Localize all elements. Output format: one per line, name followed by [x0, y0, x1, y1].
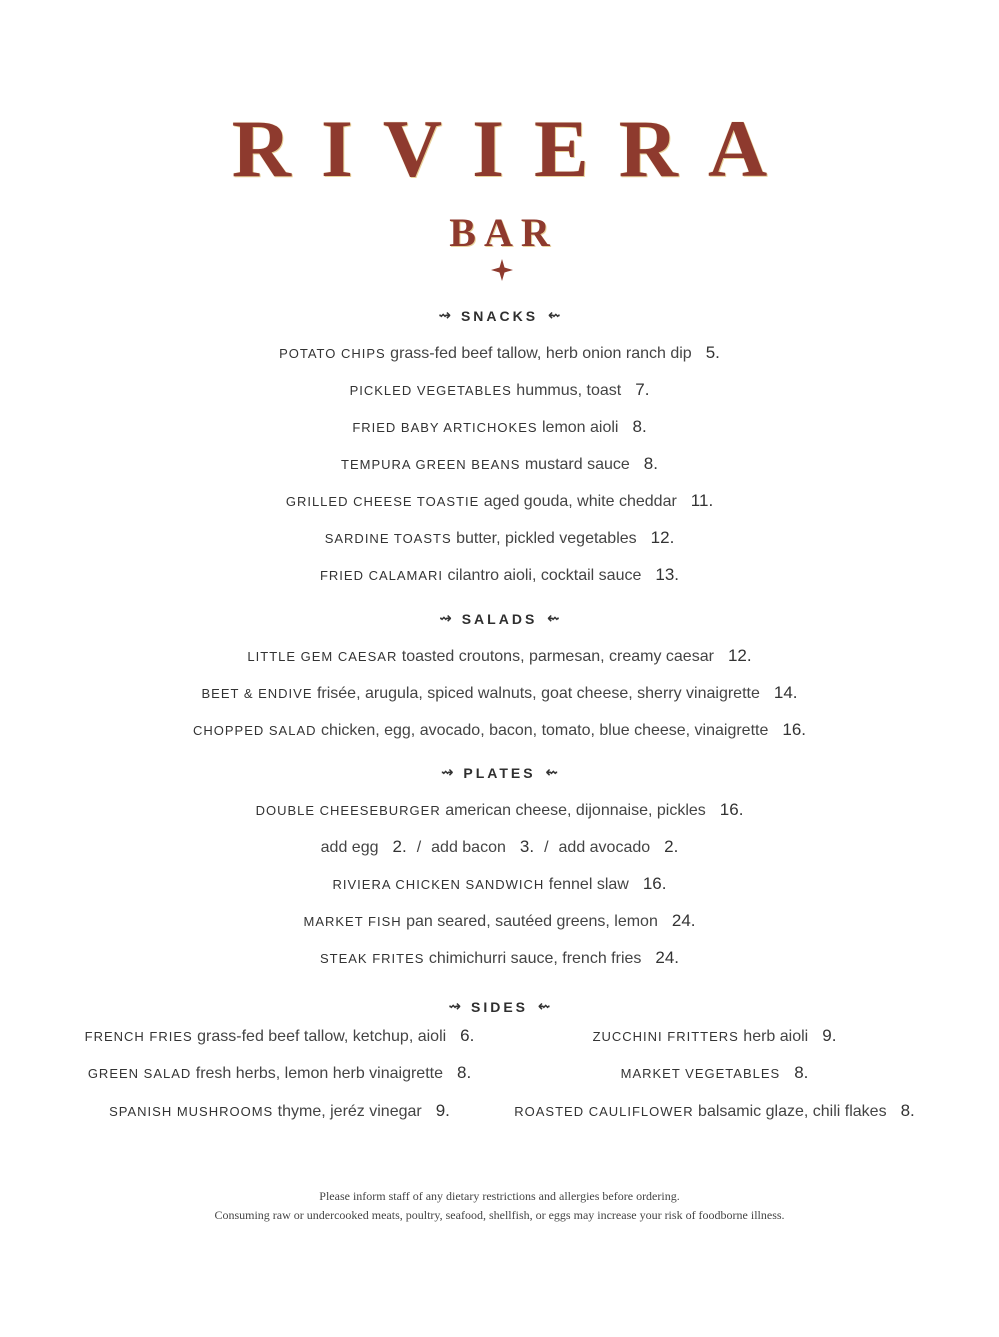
addon-price: 3.: [519, 837, 535, 856]
menu-item: [0, 681, 999, 706]
item-description: balsamic glaze, chili flakes: [698, 1103, 887, 1120]
menu-item: [0, 489, 999, 514]
menu-item: [0, 563, 999, 588]
addon-separator: /: [416, 839, 422, 856]
item-name: ZUCCHINI FRITTERS: [592, 1029, 739, 1044]
item-description: chimichurri sauce, french fries: [428, 950, 642, 967]
arrow-left-icon: ⇜: [545, 764, 559, 781]
item-name: GRILLED CHEESE TOASTIE: [285, 494, 480, 509]
item-name: DOUBLE CHEESEBURGER: [255, 803, 441, 818]
item-name: ROASTED CAULIFLOWER: [514, 1104, 694, 1119]
menu-item: [0, 798, 999, 823]
addon-label: add egg: [320, 839, 379, 856]
item-name: BEET & ENDIVE: [201, 686, 313, 701]
item-price: 9.: [822, 1026, 837, 1045]
footer-allergy-notice: Please inform staff of any dietary restrictions and allergies before ordering.: [319, 1189, 680, 1203]
item-price: 24.: [671, 911, 696, 930]
item-price: 11.: [690, 491, 714, 510]
item-description: pan seared, sautéed greens, lemon: [406, 913, 658, 930]
item-name: SARDINE TOASTS: [324, 531, 452, 546]
side-item: [465, 1061, 964, 1086]
addon-price: 2.: [664, 837, 679, 856]
four-point-star-icon: [490, 258, 514, 282]
side-item: [30, 1061, 529, 1086]
addon-price: 2.: [392, 837, 407, 856]
item-description: grass-fed beef tallow, ketchup, aioli: [197, 1028, 447, 1045]
item-name: MARKET FISH: [303, 914, 402, 929]
menu-item: [0, 378, 999, 403]
menu-item: [0, 415, 999, 440]
item-name: GREEN SALAD: [87, 1066, 192, 1081]
menu-item: [0, 644, 999, 669]
item-price: 5.: [705, 343, 720, 362]
item-description: lemon aioli: [542, 419, 619, 436]
item-name: LITTLE GEM CAESAR: [247, 649, 398, 664]
item-price: 8.: [457, 1063, 472, 1082]
item-name: TEMPURA GREEN BEANS: [341, 457, 521, 472]
arrow-left-icon: ⇜: [547, 610, 560, 627]
section-heading-salads: ⇝ SALADS ⇜: [439, 610, 560, 627]
item-description: aged gouda, white cheddar: [483, 493, 677, 510]
item-description: fresh herbs, lemon herb vinaigrette: [195, 1065, 443, 1082]
item-price: 9.: [435, 1101, 450, 1120]
menu-item: [0, 341, 999, 366]
item-name: STEAK FRITES: [319, 951, 425, 966]
side-item: [30, 1024, 529, 1049]
item-description: thyme, jeréz vinegar: [277, 1103, 422, 1120]
item-description: chicken, egg, avocado, bacon, tomato, blue cheese, vinaigrette: [320, 722, 769, 739]
item-price: 16.: [719, 800, 744, 819]
item-description: cilantro aioli, cocktail sauce: [447, 567, 642, 584]
side-item: [465, 1099, 964, 1124]
item-name: CHOPPED SALAD: [192, 723, 317, 738]
menu-subtitle: BAR: [449, 210, 558, 255]
item-description: frisée, arugula, spiced walnuts, goat cheese, sherry vinaigrette: [316, 685, 760, 702]
item-description: herb aioli: [743, 1028, 809, 1045]
arrow-left-icon: ⇜: [548, 307, 561, 324]
addon-separator: /: [544, 839, 549, 856]
item-description: hummus, toast: [516, 382, 622, 399]
item-name: FRIED BABY ARTICHOKES: [352, 420, 538, 435]
item-price: 7.: [635, 380, 650, 399]
menu-item: [0, 718, 999, 743]
item-name: RIVIERA CHICKEN SANDWICH: [332, 877, 545, 892]
section-heading-plates: ⇝ PLATES ⇜: [440, 764, 559, 781]
arrow-right-icon: ⇝: [439, 610, 452, 627]
item-price: 16.: [642, 874, 667, 893]
menu-item: [0, 452, 999, 477]
item-price: 13.: [655, 565, 680, 584]
addon-label: add avocado: [558, 839, 651, 856]
menu-title: RIVIERA: [231, 103, 798, 194]
item-name: PICKLED VEGETABLES: [349, 383, 512, 398]
item-name: FRENCH FRIES: [84, 1029, 193, 1044]
item-name: FRIED CALAMARI: [319, 568, 444, 583]
item-description: fennel slaw: [548, 876, 629, 893]
item-price: 8.: [794, 1063, 809, 1082]
item-price: 16.: [782, 720, 807, 739]
footer-consumption-warning: Consuming raw or undercooked meats, poultry, seafood, shellfish, or eggs may increase your risk of foodborne illness.: [214, 1208, 785, 1222]
menu-item: [0, 872, 999, 897]
item-price: 24.: [655, 948, 680, 967]
section-heading-snacks: ⇝ SNACKS ⇜: [438, 307, 561, 324]
menu-item: [0, 526, 999, 551]
item-name: SPANISH MUSHROOMS: [109, 1104, 274, 1119]
item-description: grass-fed beef tallow, herb onion ranch dip: [390, 345, 692, 362]
menu-item: [0, 909, 999, 934]
item-price: 12.: [727, 646, 752, 665]
item-price: 14.: [773, 683, 798, 702]
item-name: MARKET VEGETABLES: [620, 1066, 781, 1081]
item-description: toasted croutons, parmesan, creamy caesar: [401, 648, 714, 665]
item-description: american cheese, dijonnaise, pickles: [445, 802, 706, 819]
addon-label: add bacon: [431, 839, 506, 856]
side-item: [30, 1099, 529, 1124]
menu-item: [0, 946, 999, 971]
arrow-right-icon: ⇝: [448, 998, 461, 1015]
item-price: 8.: [632, 417, 647, 436]
addon-options: [0, 835, 999, 860]
item-price: 12.: [650, 528, 675, 547]
side-item: [465, 1024, 964, 1049]
item-description: butter, pickled vegetables: [456, 530, 637, 547]
arrow-left-icon: ⇜: [538, 998, 551, 1015]
arrow-right-icon: ⇝: [440, 764, 454, 781]
item-name: POTATO CHIPS: [279, 346, 386, 361]
item-price: 8.: [643, 454, 658, 473]
arrow-right-icon: ⇝: [438, 307, 451, 324]
item-description: mustard sauce: [524, 456, 630, 473]
item-price: 6.: [460, 1026, 475, 1045]
item-price: 8.: [900, 1101, 915, 1120]
section-heading-sides: ⇝ SIDES ⇜: [448, 998, 551, 1015]
